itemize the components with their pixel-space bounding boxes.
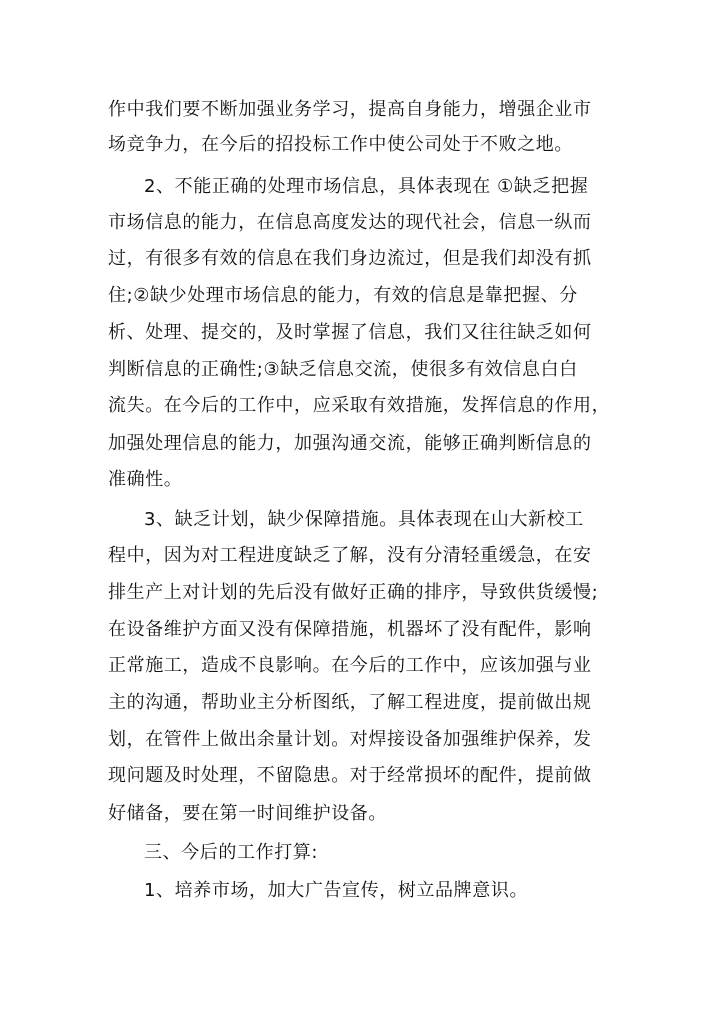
- text-line: 作中我们要不断加强业务学习，提高自身能力，增强企业市: [108, 99, 592, 120]
- text-line: 1、培养市场，加大广告宣传，树立品牌意识。: [144, 880, 529, 901]
- text-line: 排生产上对计划的先后没有做好正确的排序，导致供货缓慢;: [108, 582, 599, 603]
- text-line: 过，有很多有效的信息在我们身边流过，但是我们却没有抓: [108, 248, 592, 269]
- text-line: 场竞争力，在今后的招投标工作中使公司处于不败之地。: [108, 134, 573, 155]
- section-heading: 三、今后的工作打算:: [144, 842, 319, 863]
- text-line: 析、处理、提交的，及时掌握了信息，我们又往往缺乏如何: [108, 322, 592, 343]
- text-line: 划，在管件上做出余量计划。对焊接设备加强维护保养，发: [108, 729, 592, 750]
- text-line: 判断信息的正确性;③缺乏信息交流，使很多有效信息白白: [108, 359, 578, 380]
- text-line: 市场信息的能力，在信息高度发达的现代社会，信息一纵而: [108, 212, 592, 233]
- text-line: 准确性。: [108, 469, 183, 490]
- text-line: 住;②缺少处理市场信息的能力，有效的信息是靠把握、分: [108, 285, 578, 306]
- text-line: 2、不能正确的处理市场信息，具体表现在 ①缺乏把握: [144, 176, 589, 197]
- text-line: 好储备，要在第一时间维护设备。: [108, 803, 387, 824]
- text-line: 流失。在今后的工作中，应采取有效措施，发挥信息的作用，: [108, 395, 611, 416]
- text-line: 现问题及时处理，不留隐患。对于经常损坏的配件，提前做: [108, 765, 592, 786]
- text-line: 主的沟通，帮助业主分析图纸，了解工程进度，提前做出规: [108, 692, 592, 713]
- text-line: 在设备维护方面又没有保障措施，机器坏了没有配件，影响: [108, 619, 592, 640]
- text-line: 3、缺乏计划，缺少保障措施。具体表现在山大新校工: [144, 509, 584, 530]
- text-line: 程中，因为对工程进度缺乏了解，没有分清轻重缓急，在安: [108, 545, 592, 566]
- text-line: 正常施工，造成不良影响。在今后的工作中，应该加强与业: [108, 655, 592, 676]
- text-line: 加强处理信息的能力，加强沟通交流，能够正确判断信息的: [108, 433, 592, 454]
